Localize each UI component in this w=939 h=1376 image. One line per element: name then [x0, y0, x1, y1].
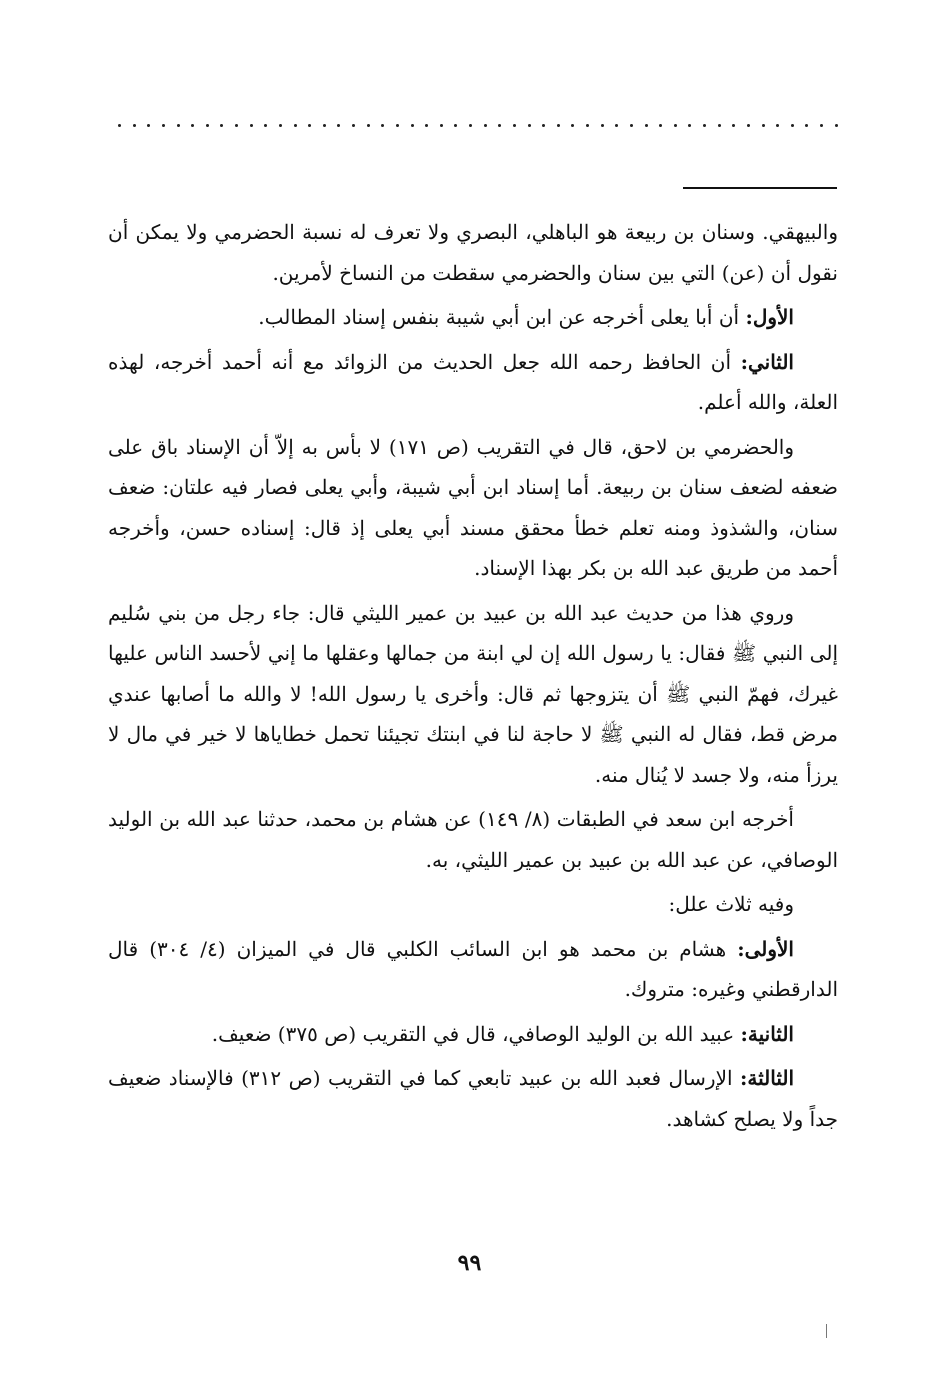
paragraph — [108, 1014, 838, 1055]
paragraph-text: أخرجه ابن سعد في الطبقات (٨/ ١٤٩) عن هشام بن محمد، حدثنا عبد الله بن الوليد الوصافي، عن عبد الله بن عبيد بن عمير الليثي، به. — [108, 807, 838, 872]
paragraph — [108, 212, 838, 293]
paragraph-lead: الثاني: — [740, 349, 794, 374]
paragraph — [108, 427, 838, 589]
paragraph-lead: الثالثة: — [739, 1066, 794, 1090]
paragraph — [108, 1058, 838, 1139]
paragraph-text: وفيه ثلاث علل: — [668, 892, 794, 916]
paragraph-text: أن الحافظ رحمه الله جعل الحديث من الزوائد مع أنه أحمد أخرجه، لهذه العلة، والله أعلم. — [108, 349, 838, 414]
paragraph — [108, 342, 838, 423]
paragraph-text: عبيد الله بن الوليد الوصافي، قال في التقريب (ص ٣٧٥) ضعيف. — [211, 1021, 741, 1046]
paragraph-text: وروي هذا من حديث عبد الله بن عبيد بن عمير الليثي قال: جاء رجل من بني سُليم إلى النبي ﷺ فقال: يا رسول الله إن لي ابنة من جمالها وعقلها ما إني لأحسد الناس عليها غيرك، فهمّ النبي ﷺ أن يتزوجها ثم قال: وأخرى يا رسول الله! لا والله ما أصابها عندي مرض قط، فقال له النبي ﷺ لا حاجة لنا في ابنتك تجيئنا تحمل خطاياها لا خير في مال لا يرزأ منه، ولا جسد لا يُنال منه. — [108, 600, 838, 787]
paragraph-text: هشام بن محمد هو ابن السائب الكلبي قال في الميزان (٤/ ٣٠٤) قال الدارقطني وغيره: متروك. — [108, 936, 838, 1001]
paragraph-text: أن أبا يعلى أخرجه عن ابن أبي شيبة بنفس إسناد المطالب. — [258, 305, 746, 329]
paragraph-lead: الأولى: — [737, 936, 794, 961]
scan-edge-mark — [826, 1324, 827, 1338]
paragraph-lead: الأول: — [745, 305, 794, 329]
page-body — [108, 212, 838, 1143]
paragraph — [108, 884, 838, 925]
paragraph — [108, 929, 838, 1010]
footnote-rule — [683, 187, 837, 189]
paragraph-text: الإرسال فعبد الله بن عبيد تابعي كما في التقريب (ص ٣١٢) فالإسناد ضعيف جداً ولا يصلح كشاهد. — [108, 1066, 838, 1131]
dotted-separator — [118, 118, 838, 132]
paragraph — [108, 297, 838, 338]
paragraph-lead: الثانية: — [740, 1021, 794, 1046]
paragraph-text: والحضرمي بن لاحق، قال في التقريب (ص ١٧١) لا بأس به إلاّ أن الإسناد باق على ضعفه لضعف سنان بن ربيعة. أما إسناد ابن أبي شيبة، وأبي يعلى فصار فيه علتان: ضعف سنان، والشذوذ ومنه تعلم خطأ محقق مسند أبي يعلى إذ قال: إسناده حسن، وأخرجه أحمد من طريق عبد الله بن بكر بهذا الإسناد. — [108, 434, 838, 580]
paragraph-text: والبيهقي. وسنان بن ربيعة هو الباهلي، البصري ولا تعرف له نسبة الحضرمي ولا يمكن أن نقول أن (عن) التي بين سنان والحضرمي سقطت من النساخ لأمرين. — [108, 220, 838, 285]
paragraph — [108, 593, 838, 796]
paragraph — [108, 799, 838, 880]
page-number: ٩٩ — [457, 1250, 482, 1276]
